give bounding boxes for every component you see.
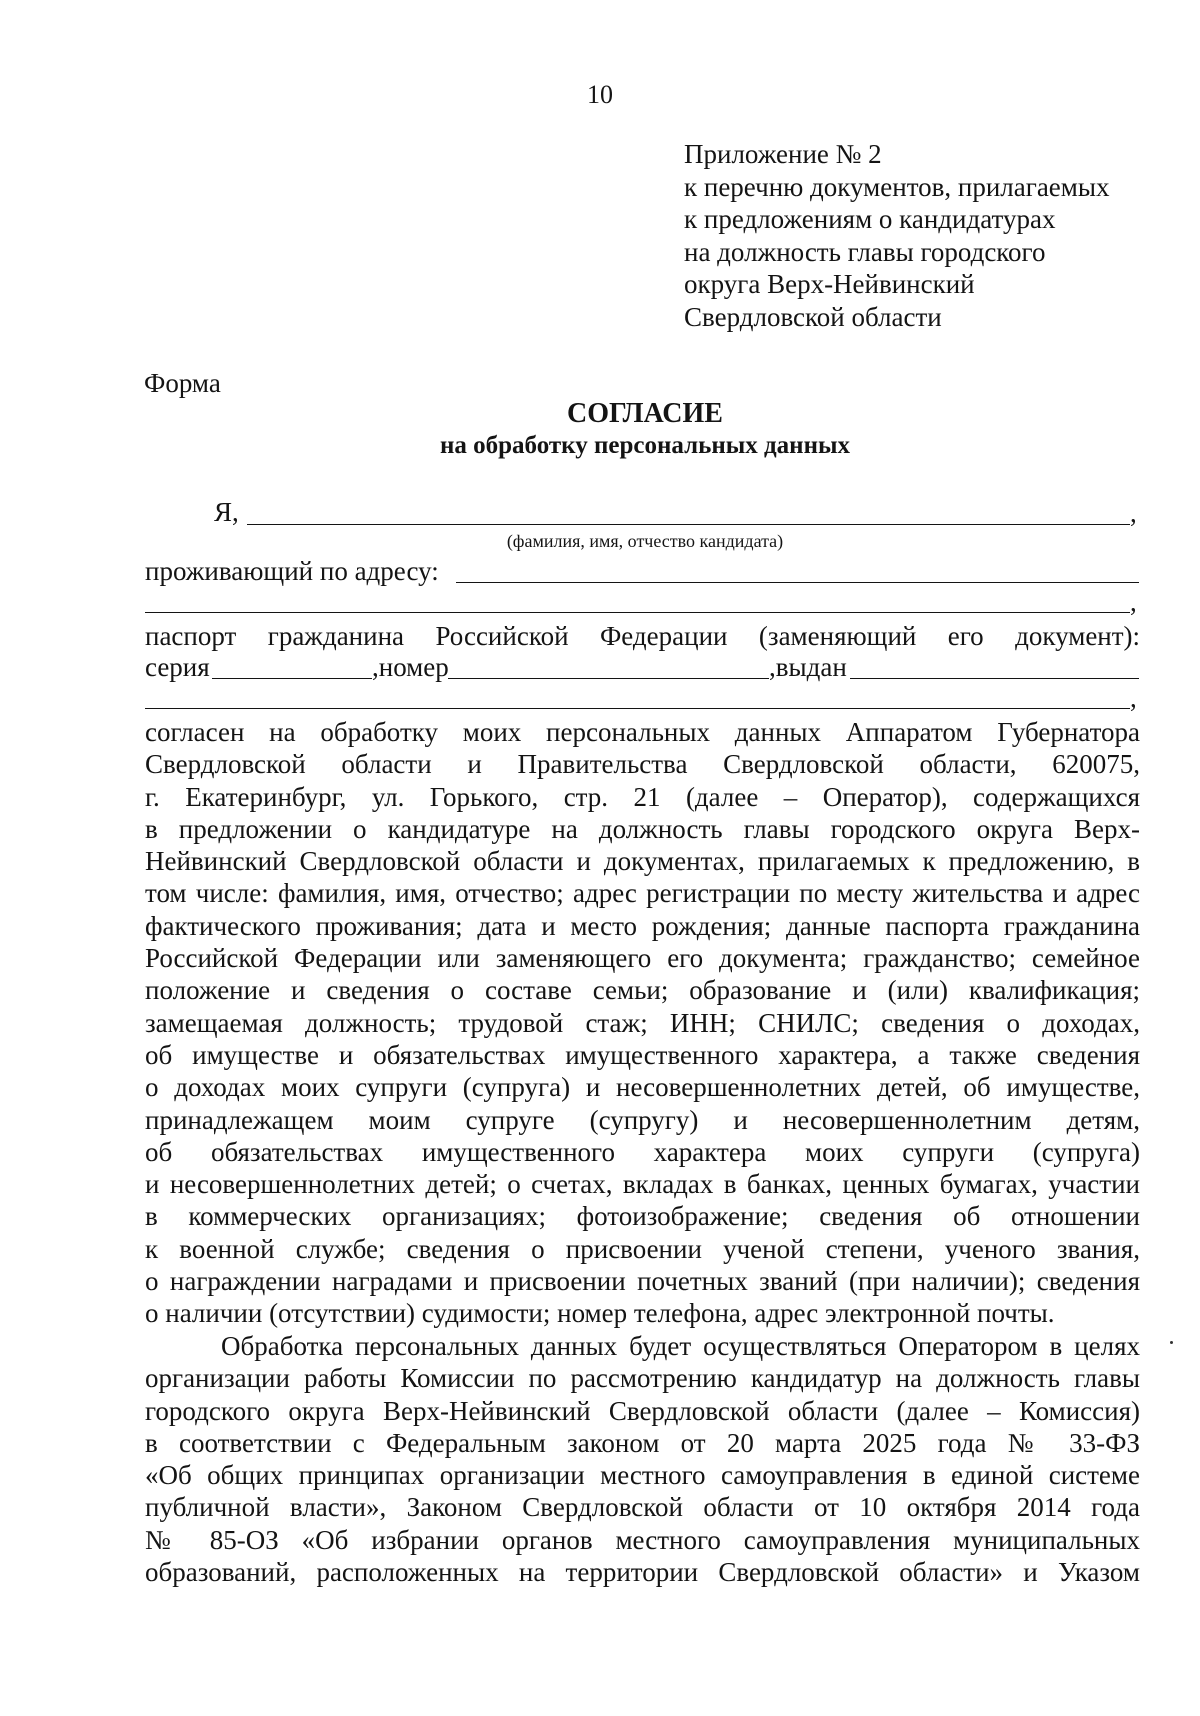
text-line: публичной власти», Законом Свердловской области от 10 октября 2014 года <box>145 1492 1140 1523</box>
issued-comma: , <box>1130 683 1137 713</box>
text-line: Обработка персональных данных будет осуществляться Оператором в целях <box>221 1331 1140 1361</box>
appendix-line: к предложениям о кандидатурах <box>684 204 1056 234</box>
name-input-line[interactable] <box>247 524 1130 525</box>
text-line: № 85-ОЗ «Об избрании органов местного самоуправления муниципальных <box>145 1524 1140 1555</box>
text-line: согласен на обработку моих персональных данных Аппаратом Губернатора <box>145 717 1140 747</box>
text-line: организации работы Комиссии по рассмотрению кандидатур на должность главы <box>145 1363 1140 1394</box>
number-input-line[interactable] <box>448 678 769 679</box>
text-line: к военной службе; сведения о присвоении ученой степени, ученого звания, <box>145 1233 1140 1264</box>
text-line: о награждении наградами и присвоении почетных званий (при наличии); сведения <box>145 1266 1140 1297</box>
text-line: Свердловской области и Правительства Свердловской области, 620075, <box>145 749 1140 780</box>
appendix-block <box>684 138 1154 333</box>
name-comma: , <box>1130 498 1137 528</box>
text-line: об имуществе и обязательствах имущественного характера, а также сведения <box>145 1039 1140 1070</box>
name-caption: (фамилия, имя, отчество кандидата) <box>506 531 784 551</box>
document-title: СОГЛАСИЕ <box>567 398 723 429</box>
series-label: серия <box>145 652 210 682</box>
number-label: ,номер <box>372 652 449 682</box>
passport-line <box>145 620 1140 652</box>
text-line: об обязательствах имущественного характера моих супруги (супруга) <box>145 1136 1140 1167</box>
appendix-line: на должность главы городского <box>684 236 1046 267</box>
text-line: том числе: фамилия, имя, отчество; адрес регистрации по месту жительства и адрес <box>145 878 1140 909</box>
text-line: «Об общих принципах организации местного самоуправления в единой системе <box>145 1460 1140 1491</box>
text-line: г. Екатеринбург, ул. Горького, стр. 21 (далее – Оператор), содержащихся <box>145 781 1140 812</box>
text-line: городского округа Верх-Нейвинский Свердловской области (далее – Комиссия) <box>145 1395 1140 1426</box>
appendix-line: Свердловской области <box>684 301 942 332</box>
text-line: и несовершеннолетних детей; о счетах, вкладах в банках, ценных бумагах, участии <box>145 1169 1140 1200</box>
paragraph-purpose <box>145 1330 1140 1588</box>
issued-label: ,выдан <box>769 652 847 682</box>
issued-input-line[interactable] <box>850 678 1139 679</box>
text-line: фактического проживания; дата и место рождения; данные паспорта гражданина <box>145 910 1140 941</box>
form-label: Форма <box>144 368 221 398</box>
paragraph-consent <box>145 716 1140 1330</box>
text-line: в соответствии с Федеральным законом от 20 марта 2025 года № 33-ФЗ <box>145 1427 1140 1458</box>
address-input-line[interactable] <box>456 582 1139 583</box>
text-line: принадлежащем моим супруге (супругу) и несовершеннолетним детям, <box>145 1104 1140 1135</box>
text-line: образований, расположенных на территории Свердловской области» и Указом <box>145 1557 1140 1588</box>
text-line: положение и сведения о составе семьи; образование и (или) квалификация; <box>145 975 1140 1006</box>
text-line: в предложении о кандидатуре на должность главы городского округа Верх- <box>145 813 1140 844</box>
passport-text-row: паспорт гражданина Российской Федерации (заменяющий его документ): <box>145 621 1141 651</box>
address-comma: , <box>1130 587 1137 617</box>
series-input-line[interactable] <box>212 678 372 679</box>
scan-speck <box>1170 1341 1173 1344</box>
appendix-line: Приложение № 2 <box>684 139 882 169</box>
document-subtitle: на обработку персональных данных <box>440 432 850 459</box>
text-line: о наличии (отсутствии) судимости; номер телефона, адрес электронной почты. <box>145 1298 1055 1329</box>
appendix-line: округа Верх-Нейвинский <box>684 269 975 299</box>
text-line: Нейвинский Свердловской области и документах, прилагаемых к предложению, в <box>145 846 1140 877</box>
ya-label: Я, <box>214 497 239 527</box>
address-label: проживающий по адресу: <box>145 556 439 586</box>
text-line: в коммерческих организациях; фотоизображение; сведения об отношении <box>145 1201 1140 1232</box>
text-line: Российской Федерации или заменяющего его документа; гражданство; семейное <box>145 943 1140 974</box>
page-number: 10 <box>587 80 613 109</box>
text-line: замещаемая должность; трудовой стаж; ИНН; СНИЛС; сведения о доходах, <box>145 1007 1140 1038</box>
text-line: о доходах моих супруги (супруга) и несовершеннолетних детей, об имуществе, <box>145 1072 1140 1103</box>
issued-input-line-2[interactable] <box>145 708 1130 709</box>
address-input-line-2[interactable] <box>145 612 1130 613</box>
appendix-line: к перечню документов, прилагаемых <box>684 171 1110 202</box>
